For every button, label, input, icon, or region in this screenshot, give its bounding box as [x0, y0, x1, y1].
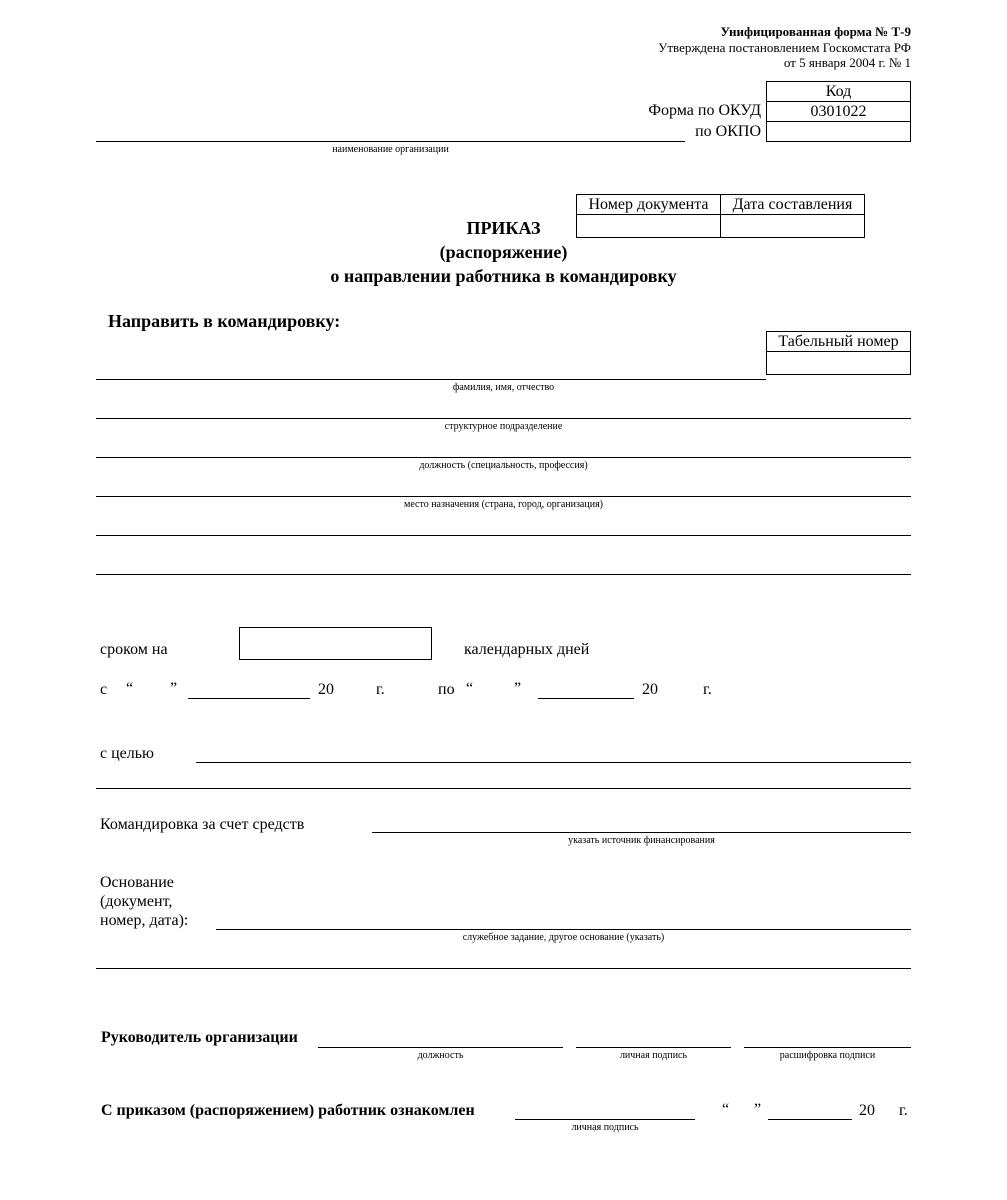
from-month-field[interactable]	[188, 698, 310, 699]
days-count-field[interactable]	[239, 627, 432, 660]
department-field[interactable]	[96, 418, 911, 419]
tab-number-header: Табельный номер	[767, 332, 911, 352]
position-caption: должность (специальность, профессия)	[419, 460, 588, 471]
destination-caption: место назначения (страна, город, организация)	[404, 499, 603, 510]
ack-quote-close: ”	[754, 1101, 762, 1118]
to-quote-open: “	[466, 680, 474, 697]
ack-year-suffix: г.	[899, 1102, 908, 1119]
from-label: с	[100, 681, 108, 698]
doc-date-header: Дата составления	[721, 195, 865, 215]
head-decoding-field[interactable]	[744, 1047, 911, 1048]
fio-caption: фамилия, имя, отчество	[452, 382, 555, 393]
ack-month-field[interactable]	[768, 1119, 852, 1120]
head-signature-caption: личная подпись	[619, 1050, 688, 1061]
okud-label: Форма по ОКУД	[648, 102, 761, 119]
approval-date-line: от 5 января 2004 г. № 1	[783, 55, 911, 70]
tab-number-cell[interactable]	[767, 352, 911, 375]
head-decoding-caption: расшифровка подписи	[779, 1050, 876, 1061]
send-heading: Направить в командировку:	[108, 311, 341, 331]
basis-field[interactable]	[216, 929, 911, 930]
from-quote-open: “	[126, 680, 134, 697]
basis-label-line2: (документ,	[100, 893, 173, 910]
destination-field-line2[interactable]	[96, 535, 911, 536]
to-year-suffix: г.	[703, 681, 712, 698]
purpose-field[interactable]	[196, 762, 911, 763]
head-position-field[interactable]	[318, 1047, 563, 1048]
from-year-prefix: 20	[318, 681, 334, 698]
head-signature-field[interactable]	[576, 1047, 731, 1048]
purpose-label: с целью	[100, 745, 154, 762]
codes-table	[766, 81, 911, 142]
head-position-caption: должность	[417, 1050, 464, 1061]
order-title: ПРИКАЗ	[466, 218, 541, 238]
okud-code-cell[interactable]: 0301022	[767, 102, 911, 122]
from-year-suffix: г.	[376, 681, 385, 698]
organization-name-field[interactable]	[96, 141, 685, 142]
organization-caption: наименование организации	[332, 144, 449, 155]
doc-number-header: Номер документа	[577, 195, 721, 215]
from-quote-close: ”	[170, 680, 178, 697]
order-subtitle: (распоряжение)	[439, 242, 568, 262]
ack-signature-caption: личная подпись	[571, 1122, 639, 1133]
okpo-label: по ОКПО	[695, 123, 761, 140]
ack-label: С приказом (распоряжением) работник ознакомлен	[101, 1102, 475, 1119]
approval-line: Утверждена постановлением Госкомстата РФ	[658, 40, 911, 55]
fio-field[interactable]	[96, 379, 766, 380]
position-field[interactable]	[96, 457, 911, 458]
ack-signature-field[interactable]	[515, 1119, 695, 1120]
okpo-code-cell[interactable]	[767, 122, 911, 142]
basis-field-line2[interactable]	[96, 968, 911, 969]
term-label: сроком на	[100, 641, 168, 658]
funding-caption: указать источник финансирования	[568, 835, 715, 846]
to-year-prefix: 20	[642, 681, 658, 698]
head-label: Руководитель организации	[101, 1029, 298, 1046]
form-title: Унифицированная форма № Т-9	[720, 24, 911, 39]
funding-label: Командировка за счет средств	[100, 816, 305, 833]
purpose-field-line2[interactable]	[96, 788, 911, 789]
funding-field[interactable]	[372, 832, 911, 833]
department-caption: структурное подразделение	[444, 421, 563, 432]
code-header: Код	[767, 82, 911, 102]
to-month-field[interactable]	[538, 698, 634, 699]
days-label: календарных дней	[464, 641, 590, 658]
destination-field-line3[interactable]	[96, 574, 911, 575]
destination-field[interactable]	[96, 496, 911, 497]
ack-year-prefix: 20	[859, 1102, 875, 1119]
basis-label: Основание	[100, 874, 174, 891]
tab-number-table	[766, 331, 911, 375]
to-quote-close: ”	[514, 680, 522, 697]
ack-quote-open: “	[722, 1101, 730, 1118]
to-label: по	[438, 681, 455, 698]
order-description: о направлении работника в командировку	[330, 266, 677, 286]
basis-caption: служебное задание, другое основание (указать)	[462, 932, 665, 943]
basis-label-line3: номер, дата):	[100, 912, 189, 929]
